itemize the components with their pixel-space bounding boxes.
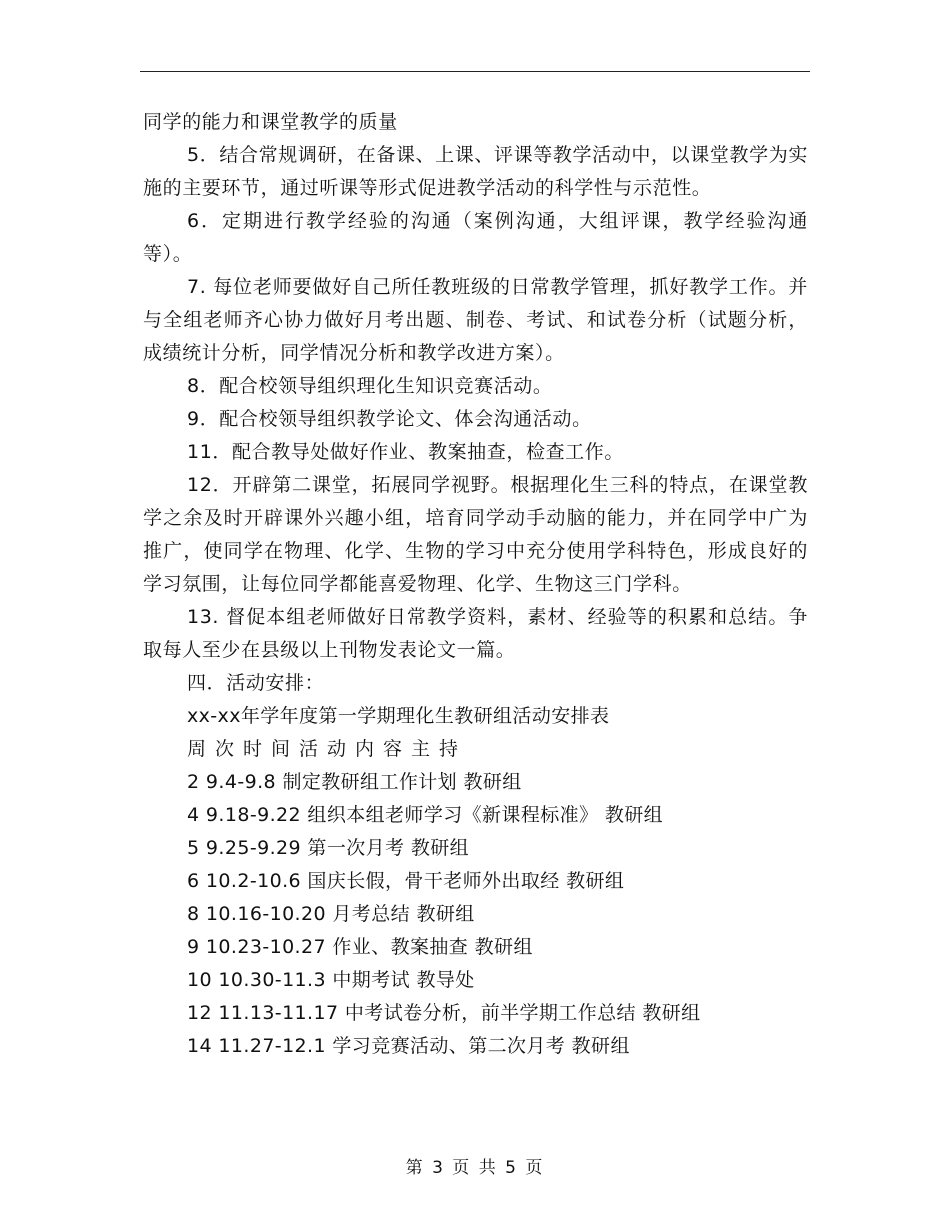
paragraph-item-5: 5．结合常规调研，在备课、上课、评课等教学活动中，以课堂教学为实施的主要环节，通过听课等形式促进教学活动的科学性与示范性。 — [143, 144, 808, 199]
schedule-row: 2 9.4-9.8 制定教研组工作计划 教研组 — [187, 771, 522, 793]
section-heading: 四．活动安排： — [187, 672, 325, 694]
document-body — [143, 106, 808, 1063]
schedule-row: 8 10.16-10.20 月考总结 教研组 — [187, 903, 475, 925]
schedule-row: 12 11.13-11.17 中考试卷分析，前半学期工作总结 教研组 — [187, 1002, 701, 1024]
paragraph-item-7: 7. 每位老师要做好自己所任教班级的日常教学管理，抓好教学工作。并与全组老师齐心协力做好月考出题、制卷、考试、和试卷分析（试题分析，成绩统计分析，同学情况分析和教学改进方案）。 — [143, 276, 808, 364]
page-number-footer: 第 3 页 共 5 页 — [405, 1158, 545, 1178]
schedule-header: 周次时间活动内容主持 — [187, 738, 468, 760]
header-rule — [140, 71, 810, 72]
paragraph-item-6: 6．定期进行教学经验的沟通（案例沟通，大组评课，教学经验沟通等）。 — [143, 210, 808, 265]
schedule-row: 10 10.30-11.3 中期考试 教导处 — [187, 969, 475, 991]
schedule-row: 4 9.18-9.22 组织本组老师学习《新课程标准》 教研组 — [187, 804, 664, 826]
schedule-table — [143, 700, 808, 1063]
paragraph-item-8: 8．配合校领导组织理化生知识竞赛活动。 — [187, 375, 553, 397]
schedule-row: 9 10.23-10.27 作业、教案抽查 教研组 — [187, 936, 533, 958]
schedule-row: 5 9.25-9.29 第一次月考 教研组 — [187, 837, 470, 859]
paragraph-item-11: 11．配合教导处做好作业、教案抽查，检查工作。 — [187, 441, 624, 463]
paragraph-continuation: 同学的能力和课堂教学的质量 — [143, 111, 398, 133]
schedule-row: 14 11.27-12.1 学习竞赛活动、第二次月考 教研组 — [187, 1035, 630, 1057]
schedule-row: 6 10.2-10.6 国庆长假，骨干老师外出取经 教研组 — [187, 870, 625, 892]
paragraph-item-9: 9．配合校领导组织教学论文、体会沟通活动。 — [187, 408, 592, 430]
paragraph-item-13: 13. 督促本组老师做好日常教学资料，素材、经验等的积累和总结。争取每人至少在县级以上刊物发表论文一篇。 — [143, 606, 808, 661]
paragraph-item-12: 12．开辟第二课堂，拓展同学视野。根据理化生三科的特点，在课堂教学之余及时开辟课外兴趣小组，培育同学动手动脑的能力，并在同学中广为推广，使同学在物理、化学、生物的学习中充分使用学科特色，形成良好的学习氛围，让每位同学都能喜爱物理、化学、生物这三门学科。 — [143, 474, 808, 595]
schedule-title: xx-xx年学年度第一学期理化生教研组活动安排表 — [187, 705, 610, 727]
